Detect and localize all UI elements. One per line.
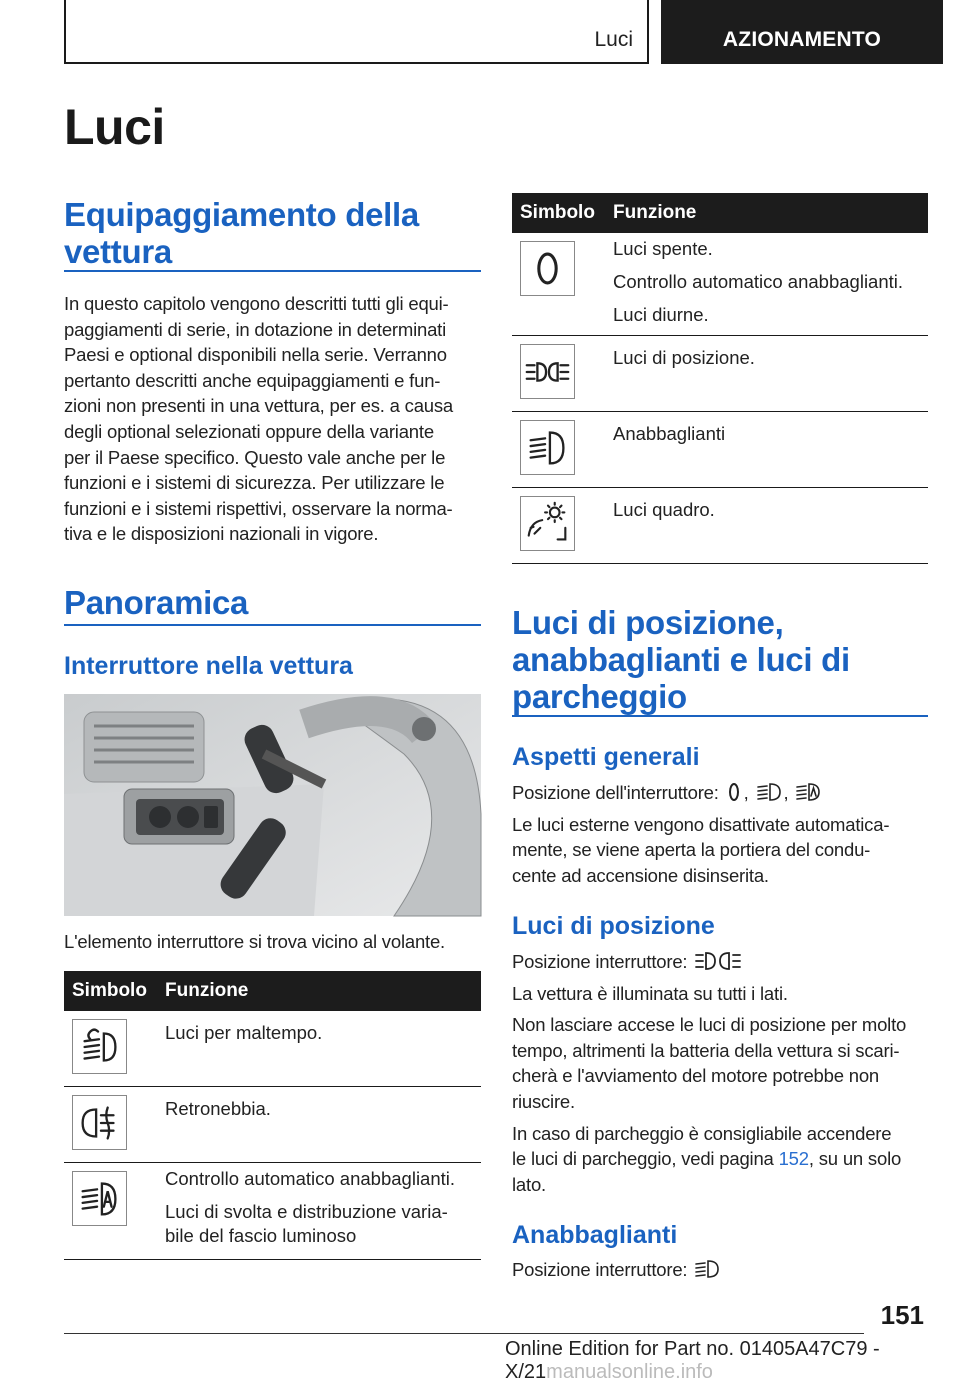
auto-headlight-icon (795, 781, 821, 803)
table-row: Luci per maltempo. (64, 1011, 481, 1087)
page-title: Luci (64, 99, 165, 155)
lowbeam-heading: Anabbaglianti (512, 1221, 678, 1249)
posizione-heading: Luci di posizione, anabbaglianti e luci di parcheggio (512, 604, 850, 715)
table-row: Luci spente. Controllo automatico anabbaglianti. Luci diurne. (512, 233, 928, 336)
zero-position-icon (726, 781, 742, 803)
table-header: Simbolo Funzione (64, 971, 481, 1011)
symbol-table-right (512, 193, 928, 564)
header-chapter-tab (661, 0, 943, 64)
fog-light-icon (72, 1019, 127, 1074)
panoramica-heading: Panoramica (64, 584, 249, 621)
parking-paragraph: Posizione interruttore: La vettura è illuminata su tutti i lati. Non lasciare accese le luci di posizione per molto tempo, altrimenti la batteria della vettura si scari- cherà e l'avviamento del motore potrebbe non riuscire. In caso di parcheggio è consigliabile accendere le luci di parcheggio, vedi pagina 152, su un solo lato. (512, 951, 907, 1195)
auto-headlight-icon (72, 1171, 127, 1226)
rear-fog-light-icon (72, 1095, 127, 1150)
table-row: Controllo automatico anabbaglianti. Luci di svolta e distribuzione varia- bile del fascio luminoso (64, 1163, 481, 1260)
footer-watermark: manualsonline.info (546, 1361, 713, 1383)
posizione-rule (512, 715, 928, 717)
low-beam-icon (756, 781, 782, 803)
instrument-lighting-icon (520, 496, 575, 551)
lowbeam-paragraph: Posizione interruttore: (512, 1257, 932, 1283)
table-row: Luci di posizione. (512, 336, 928, 412)
panoramica-subheading: Interruttore nella vettura (64, 652, 353, 680)
parking-light-icon (520, 344, 575, 399)
general-heading: Aspetti generali (512, 743, 700, 771)
steering-switch-photo (64, 694, 481, 916)
table-header: Simbolo Funzione (512, 193, 928, 233)
parking-light-icon (694, 950, 742, 972)
symbol-table-left (64, 971, 481, 1260)
header-section-tab (64, 0, 649, 64)
photo-caption: L'elemento interruttore si trova vicino al volante. (64, 931, 446, 952)
equip-heading: Equipaggiamento della vettura (64, 196, 419, 270)
footer-text: Online Edition for Part no. 01405A47C79 - X/21manualsonline.info (505, 1338, 880, 1383)
footer-rule (64, 1333, 864, 1334)
low-beam-icon (694, 1258, 720, 1280)
table-row: Luci quadro. (512, 488, 928, 564)
header-section-label: Luci (594, 28, 633, 51)
page-number: 151 (880, 1300, 924, 1330)
panoramica-rule (64, 624, 481, 626)
equip-rule (64, 270, 481, 272)
general-paragraph: Posizione dell'interruttore: , , Le luci esterne vengono disattivate automatica- mente, se viene aperta la portiera del condu- cente ad accensione disinserita. (512, 782, 890, 886)
table-row: Anabbaglianti (512, 412, 928, 488)
table-row: Retronebbia. (64, 1087, 481, 1163)
equip-paragraph: In questo capitolo vengono descritti tutti gli equi- paggiamenti di serie, in dotazione in determinati Paesi e optional disponibili nella serie. Verranno pertanto descritti anche equipaggiamenti e fun- zioni non presenti in una vettura, per es. a causa degli optional selezionati oppure della variante per il Paese specifico. Questo vale anche per le funzioni e i sistemi di sicurezza. Per utilizzare le funzioni e i sistemi rispettivi, osservare la norma- tiva e le disposizioni nazionali in vigore. (64, 293, 454, 545)
low-beam-icon (520, 420, 575, 475)
parking-heading: Luci di posizione (512, 912, 715, 940)
page-link[interactable]: 152 (778, 1148, 809, 1170)
zero-position-icon (520, 241, 575, 296)
header-chapter-label: AZIONAMENTO (722, 28, 882, 51)
